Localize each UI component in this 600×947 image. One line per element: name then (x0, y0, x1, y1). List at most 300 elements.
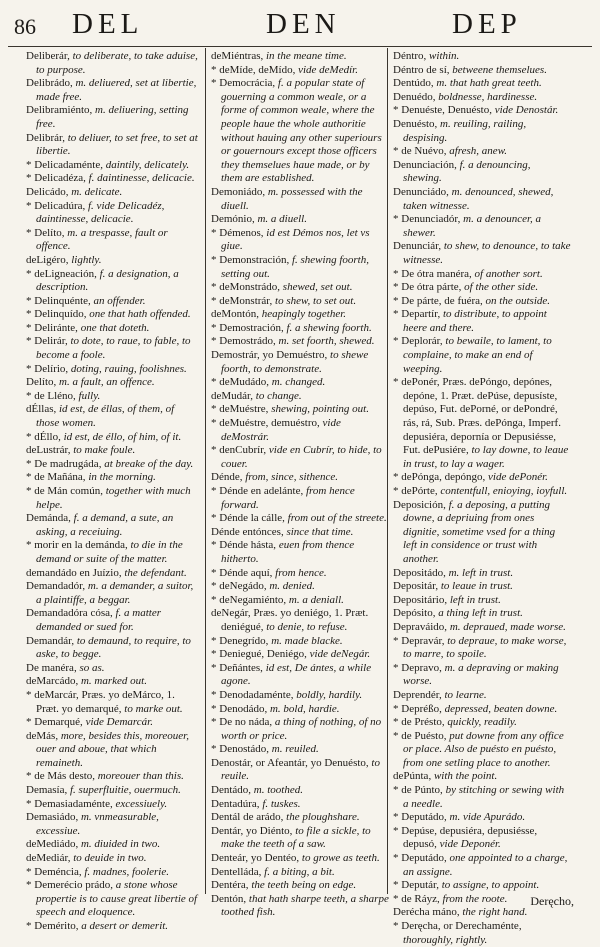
entry-definition: boldnesse, hardinesse. (438, 90, 538, 103)
dictionary-entry (211, 50, 389, 64)
entry-definition: m. a trespasse, fault or offence. (36, 226, 168, 253)
dictionary-entry (211, 77, 389, 186)
entry-definition: from the roote. (442, 892, 508, 905)
entry-headword: Denuédo, (393, 90, 436, 103)
dictionary-entry (211, 662, 389, 689)
entry-headword: * dePórte, (393, 485, 438, 497)
dictionary-entry (393, 50, 571, 64)
entry-headword: * Dénde la cálle, (211, 512, 285, 525)
dictionary-entry (26, 770, 200, 784)
entry-definition: together with much helpe. (36, 485, 191, 511)
dictionary-entry (393, 104, 571, 118)
dictionary-entry (211, 703, 389, 717)
dictionary-entry (393, 308, 571, 335)
dictionary-entry (26, 716, 200, 730)
entry-headword: * de Más desto, (26, 770, 96, 783)
dictionary-entry (393, 118, 571, 145)
entry-headword: * Denunciadór, (393, 213, 461, 226)
entry-headword: * Deputár, (393, 879, 439, 892)
entry-headword: deMediár, (26, 852, 71, 865)
dictionary-entry (393, 485, 571, 499)
entry-definition: m. vide Apurádo. (449, 811, 526, 824)
dictionary-entry (26, 567, 200, 581)
entry-definition: to assigne, to appoint. (441, 879, 540, 892)
dictionary-entry (26, 376, 200, 390)
entry-headword: Delibramiénto, (26, 104, 93, 117)
entry-headword: * denCubrír, (211, 444, 267, 457)
entry-headword: * de Présto, (393, 716, 445, 729)
entry-definition: the defendant. (124, 566, 187, 579)
entry-headword: Demoniádo, (211, 185, 266, 198)
dictionary-entry (26, 335, 200, 362)
dictionary-entry (26, 920, 200, 934)
entry-definition: m. a denouncer, a shewer. (403, 213, 542, 239)
guide-word-left: DEL (72, 8, 144, 40)
entry-headword: Deprendér, (393, 688, 442, 701)
dictionary-entry (26, 471, 200, 485)
dictionary-entry (393, 580, 571, 594)
entry-headword: Dentelláda, (211, 865, 262, 878)
dictionary-entry (26, 254, 200, 268)
entry-headword: Depositádo, (393, 566, 446, 579)
entry-definition: to depraue, to make worse, to marre, to spoile. (403, 634, 567, 661)
entry-headword: Déntro, (393, 50, 427, 62)
entry-definition: since that time. (286, 525, 354, 538)
entry-headword: Demónio, (211, 213, 255, 226)
dictionary-entry (211, 471, 389, 485)
dictionary-entry (211, 784, 389, 798)
entry-definition: one appointed to a charge, an assigne. (403, 852, 568, 878)
entry-definition: m. delicate. (71, 185, 123, 198)
dictionary-entry (393, 281, 571, 295)
dictionary-entry (26, 431, 200, 445)
entry-definition: to shew, to denounce, to take witnesse. (403, 240, 571, 266)
dictionary-entry (211, 866, 389, 880)
entry-headword: * Democrácia, (211, 77, 276, 90)
entry-definition: m. made blacke. (271, 634, 343, 647)
entry-headword: * Deputádo, (393, 811, 447, 824)
dictionary-entry (26, 186, 200, 200)
entry-headword: * De madrugáda, (26, 457, 102, 470)
entry-definition: that hath sharpe teeth, a sharpe toothed fish. (221, 892, 389, 919)
entry-headword: * Delinquído, (26, 308, 87, 321)
entry-headword: Deliberár, (26, 50, 70, 62)
dictionary-entry (211, 594, 389, 608)
running-header (8, 6, 592, 47)
entry-headword: deLigéro, (26, 253, 69, 266)
dictionary-entry (26, 730, 200, 771)
entry-definition: to shewe foorth, to demonstrate. (221, 349, 369, 375)
dictionary-entry (211, 335, 389, 349)
entry-definition: more, besides this, moreouer, ouer and aboue, that which remaineth. (36, 729, 189, 769)
entry-definition: to shew, to set out. (275, 294, 357, 307)
entry-definition: f. a popular state of gouerning a common weale, or a forme of common weale, where the people haue the whole authoritie without hauing any other superiours or gouernours except those officers they themselues haue made, or by them are established. (221, 77, 382, 185)
entry-headword: * Denodádo, (211, 702, 268, 715)
entry-definition: m. vnmeasurable, excessiue. (36, 811, 159, 837)
dictionary-entry (211, 349, 389, 376)
entry-headword: * De ótra párte, (393, 281, 462, 294)
entry-definition: vide Denostár. (494, 104, 559, 117)
entry-headword: * Denodadaménte, (211, 688, 294, 701)
entry-definition: vide en Cubrír, to hide, to couer. (221, 444, 382, 470)
entry-definition: excessiuely. (115, 797, 168, 810)
entry-headword: Depositár, (393, 580, 439, 593)
dictionary-entry (26, 200, 200, 227)
dictionary-entry (393, 499, 571, 567)
entry-headword: Dentál de arádo, (211, 811, 284, 824)
dictionary-entry (393, 91, 571, 105)
entry-definition: heapingly together. (261, 308, 347, 321)
dictionary-entry (26, 50, 200, 77)
entry-headword: Demandadór, (26, 580, 86, 593)
dictionary-entry (211, 648, 389, 662)
entry-definition: vide deMostrár. (221, 417, 341, 443)
entry-headword: * Denegrído, (211, 634, 269, 647)
entry-definition: to die in the demand or suite of the matter. (36, 539, 183, 565)
dictionary-entry (211, 825, 389, 852)
entry-definition: m. changed. (271, 376, 326, 389)
entry-headword: Demasía, (26, 784, 68, 797)
entry-headword: De manéra, (26, 661, 77, 674)
dictionary-entry (211, 607, 389, 634)
dictionary-entry (26, 798, 200, 812)
entry-headword: Dénde entónces, (211, 525, 284, 538)
entry-headword: Demandadóra cósa, (26, 607, 113, 620)
entry-headword: * Delicadéza, (26, 172, 86, 185)
dictionary-entry (26, 458, 200, 472)
entry-headword: * Denostádo, (211, 743, 270, 756)
dictionary-entry (26, 866, 200, 880)
entry-headword: deMarcádo, (26, 675, 79, 688)
dictionary-entry (211, 689, 389, 703)
entry-headword: * Dénde aquí, (211, 566, 273, 579)
dictionary-entry (211, 879, 389, 893)
dictionary-entry (211, 811, 389, 825)
entry-headword: Dentéra, (211, 879, 249, 892)
dictionary-entry (26, 852, 200, 866)
entry-headword: * Delicadaménte, (26, 158, 103, 171)
entry-headword: Dentúdo, (393, 77, 434, 90)
dictionary-entry (393, 64, 571, 78)
entry-headword: * deMarcár, Præs. yo deMárco, 1. Præt. yo demarqué, (26, 688, 175, 715)
entry-headword: Dentón, (211, 892, 247, 905)
dictionary-entry (393, 567, 571, 581)
entry-headword: Denunciación, (393, 158, 457, 171)
dictionary-entry (393, 635, 571, 662)
entry-headword: Demánda, (26, 512, 71, 525)
entry-definition: m. reuiling, railing, despising. (403, 117, 527, 144)
entry-headword: * Delíto, (26, 226, 65, 239)
entry-definition: f. vide Delicadéz, daintinesse, delicacie. (36, 199, 165, 226)
dictionary-entry (26, 268, 200, 295)
dictionary-entry (393, 145, 571, 159)
entry-definition: m. possessed with the diuell. (221, 185, 363, 212)
entry-definition: to denie, to refuse. (266, 620, 348, 633)
entry-headword: * morir en la demánda, (26, 539, 128, 552)
dictionary-entry (393, 376, 571, 471)
entry-headword: * deMudádo, (211, 376, 270, 389)
entry-headword: * Demostración, (211, 321, 284, 334)
entry-definition: quickly, readily. (447, 716, 517, 729)
entry-headword: * de Lléno, (26, 389, 76, 402)
dictionary-entry (393, 879, 571, 893)
dictionary-entry (393, 159, 571, 186)
entry-definition: depressed, beaten downe. (444, 702, 558, 715)
entry-headword: * Demarqué, (26, 716, 83, 729)
entry-headword: * Depravár, (393, 634, 445, 647)
dictionary-entry (26, 635, 200, 662)
dictionary-entry (211, 798, 389, 812)
entry-headword: * dÉllo, (26, 430, 61, 443)
entry-definition: f. a demand, a sute, an asking, a receiuing. (36, 512, 174, 538)
entry-headword: * Dénde en adelánte, (211, 485, 304, 497)
entry-headword: * Delinquénte, (26, 294, 91, 307)
dictionary-entry (393, 852, 571, 879)
entry-definition: to marke out. (124, 702, 183, 715)
entry-definition: at breake of the day. (104, 457, 194, 470)
dictionary-entry (26, 784, 200, 798)
dictionary-entry (393, 730, 571, 771)
dictionary-entry (211, 852, 389, 866)
entry-definition: from out of the streete. (287, 512, 387, 525)
entry-headword: * Deliránte, (26, 321, 78, 334)
entry-definition: the ploughshare. (286, 811, 360, 824)
entry-definition: f. a deposing, a putting downe, a depriuing from ones dignitie, sometime vsed for a thing left in considence or trust with another. (403, 498, 556, 565)
entries-column-center (211, 50, 389, 919)
entry-definition: within. (429, 50, 460, 62)
entry-definition: m. depraued, made worse. (449, 620, 566, 633)
dictionary-entry (26, 295, 200, 309)
dictionary-entry (211, 254, 389, 281)
entry-definition: m. a depraving or making worse. (403, 661, 559, 688)
dictionary-entry (26, 159, 200, 173)
entry-definition: to bewaile, to lament, to complaine, to make an end of weeping. (403, 335, 552, 375)
entry-definition: id est Démos nos, let vs giue. (221, 226, 370, 253)
dictionary-entry (211, 539, 389, 566)
entry-definition: f. superfluitie, ouermuch. (69, 784, 181, 797)
entry-headword: * de Puésto, (393, 729, 447, 742)
entry-headword: * deMonstrádo, (211, 281, 281, 294)
entry-definition: doting, rauing, foolishnes. (70, 362, 187, 375)
entry-definition: to deliberate, to take aduise, to purpose. (36, 50, 198, 76)
entry-headword: deMudár, (211, 389, 254, 402)
entry-headword: Depósito, (393, 607, 436, 620)
dictionary-entry (211, 390, 389, 404)
entry-definition: to file a sickle, to make the teeth of a saw. (221, 824, 371, 851)
entry-definition: one that hath offended. (89, 308, 191, 321)
entry-definition: one that doteth. (80, 321, 150, 334)
entry-definition: m. that hath great teeth. (436, 77, 542, 90)
entry-definition: vide deNegár. (309, 648, 371, 661)
entry-definition: shewed, set out. (282, 281, 353, 294)
entry-definition: a stone whose propertie is to cause great libertie of speech and eloquence. (36, 879, 198, 919)
dictionary-entry (26, 689, 200, 716)
entry-headword: Delibrádo, (26, 77, 73, 90)
entry-definition: so as. (79, 661, 105, 674)
dictionary-entry (26, 104, 200, 131)
entry-definition: f. tuskes. (262, 797, 301, 810)
dictionary-entry (211, 186, 389, 213)
entry-headword: * Demérito, (26, 920, 79, 932)
entry-headword: Demasiádo, (26, 811, 79, 824)
entry-definition: shewing, pointing out. (271, 403, 369, 416)
entry-headword: * Depravo, (393, 661, 442, 674)
entry-headword: Dentadúra, (211, 797, 260, 810)
entry-definition: thoroughly, rightly. (403, 933, 488, 946)
entry-headword: * Demonstración, (211, 253, 290, 266)
entry-headword: Depositário, (393, 593, 448, 606)
dictionary-entry (26, 322, 200, 336)
dictionary-entry (393, 213, 571, 240)
entry-definition: id est, de éllo, of him, of it. (63, 430, 182, 443)
dictionary-entry (393, 662, 571, 689)
entry-headword: dÉllas, (26, 403, 57, 416)
entry-headword: Delíto, (26, 376, 57, 389)
entry-headword: * Deplorár, (393, 335, 443, 348)
dictionary-entry (211, 64, 389, 78)
dictionary-entry (26, 172, 200, 186)
dictionary-entry (26, 879, 200, 920)
dictionary-entry (393, 186, 571, 213)
entry-headword: * deLigneación, (26, 267, 97, 280)
entry-definition: from, since, sithence. (245, 471, 338, 484)
guide-word-right: DEP (452, 8, 522, 40)
dictionary-entry (393, 811, 571, 825)
entry-headword: Dentár, yo Diénto, (211, 824, 293, 837)
entry-headword: * Deręcha, or Derechaménte, (393, 920, 522, 932)
dictionary-entry (393, 335, 571, 376)
entry-definition: a thing of nothing, of no worth or price. (221, 716, 382, 742)
entry-headword: * Deniegué, Deniégo, (211, 648, 307, 661)
entry-definition: f. madnes, foolerie. (84, 865, 169, 878)
dictionary-entry (26, 308, 200, 322)
dictionary-entry (211, 893, 389, 920)
dictionary-entry (211, 213, 389, 227)
dictionary-entry (393, 268, 571, 282)
entry-headword: * Demostrádo, (211, 335, 276, 348)
entry-headword: Déntro de sí, (393, 63, 450, 76)
entry-headword: * deMonstrár, (211, 294, 273, 307)
dictionary-entry (211, 526, 389, 540)
entry-headword: dePúnta, (393, 770, 432, 783)
entry-headword: * dePónga, depóngo, (393, 471, 486, 484)
entry-headword: * Departír, (393, 308, 441, 321)
dictionary-entry (211, 635, 389, 649)
entry-definition: m. diuided in two. (80, 838, 161, 851)
dictionary-entry (393, 621, 571, 635)
entry-definition: vide Demarcár. (85, 716, 153, 729)
dictionary-entry (26, 77, 200, 104)
entry-headword: * de Mañána, (26, 471, 86, 484)
entry-definition: to make foule. (73, 444, 136, 457)
dictionary-entry (211, 485, 389, 512)
entry-headword: * De párte, de fuéra, (393, 294, 483, 307)
entry-definition: m. a fault, an offence. (59, 376, 155, 389)
dictionary-entry (393, 784, 571, 811)
entry-headword: * de Mán común, (26, 485, 103, 497)
dictionary-entry (211, 281, 389, 295)
dictionary-entry (26, 838, 200, 852)
entry-definition: to change. (255, 389, 302, 402)
entry-definition: moreouer than this. (97, 770, 184, 783)
entry-headword: * Depréßo, (393, 702, 442, 715)
entry-headword: * Demerécio prádo, (26, 879, 114, 892)
entry-headword: Demandár, (26, 634, 75, 647)
entry-headword: deLustrár, (26, 444, 71, 457)
entry-headword: Delicádo, (26, 185, 69, 198)
dictionary-entry (26, 444, 200, 458)
entry-headword: * deMuéstre, demuéstro, (211, 417, 320, 430)
entry-definition: m. toothed. (253, 784, 303, 797)
dictionary-entry (393, 920, 571, 947)
dictionary-entry (26, 811, 200, 838)
entry-definition: to reuile. (221, 756, 380, 783)
entry-definition: m. a deniall. (288, 593, 344, 606)
entry-headword: deMediádo, (26, 838, 79, 851)
dictionary-entry (393, 594, 571, 608)
entry-definition: m. denounced, shewed, taken witnesse. (403, 185, 554, 212)
dictionary-entry (211, 227, 389, 254)
entry-definition: m. deliuering, setting free. (36, 104, 189, 130)
entry-headword: * Denuéste, Denuésto, (393, 104, 492, 117)
dictionary-entry (211, 376, 389, 390)
entry-headword: * deNegamiénto, (211, 593, 287, 606)
entry-definition: to demaund, to require, to aske, to begge. (36, 634, 191, 661)
entry-definition: an offender. (93, 294, 146, 307)
entry-definition: to deliuer, to set free, to set at libertie. (36, 131, 198, 158)
dictionary-entry (211, 757, 389, 784)
entry-definition: m. reuiled. (271, 743, 319, 756)
entry-definition: contentfull, enioying, ioyfull. (440, 485, 568, 497)
dictionary-entry (393, 825, 571, 852)
dictionary-entry (393, 716, 571, 730)
entry-headword: * Démenos, (211, 226, 264, 239)
dictionary-entry (211, 567, 389, 581)
entry-definition: m. a diuell. (257, 213, 307, 226)
dictionary-entry (26, 403, 200, 430)
entry-definition: of the other side. (464, 281, 539, 294)
entry-definition: to growe as teeth. (301, 852, 380, 865)
column-divider (205, 48, 206, 894)
entry-headword: Demostrár, yo Demuéstro, (211, 349, 328, 362)
entry-definition: by stitching or sewing with a needle. (403, 784, 565, 810)
dictionary-entry (26, 675, 200, 689)
entry-definition: a desert or demerit. (81, 920, 169, 932)
dictionary-entry (393, 295, 571, 309)
entry-headword: * deNegádo, (211, 580, 267, 593)
entry-definition: in the morning. (88, 471, 156, 484)
entry-headword: * De no náda, (211, 716, 273, 729)
entry-definition: fully. (78, 389, 101, 402)
dictionary-entry (26, 363, 200, 377)
entry-definition: m. marked out. (80, 675, 147, 688)
entry-headword: Denostár, or Afeantár, yo Denuésto, (211, 756, 369, 769)
entry-definition: boldly, hardily. (296, 688, 363, 701)
entry-headword: * dePonér, Præs. dePóngo, depónes, depóne, 1. Præt. dePúse, depusíste, depúso, Fut. dePorné, or dePondré, rás, rá, Sub. Præs. dePónga, Imperf. depusiéra, depornía or Depusiésse, Fut. dePusiére, (393, 376, 561, 457)
entry-definition: vide dePonér. (488, 471, 548, 484)
entry-definition: id est, de éllas, of them, of those women. (36, 403, 175, 430)
entry-definition: m. bold, hardie. (269, 702, 340, 715)
entry-definition: m. set foorth, shewed. (278, 335, 375, 348)
guide-word-center: DEN (266, 8, 341, 40)
entries-column-left (26, 50, 200, 932)
entry-definition: m. left in trust. (448, 566, 514, 579)
entry-headword: deMás, (26, 729, 59, 742)
entry-definition: lightly. (71, 253, 102, 266)
entry-headword: * Delirár, (26, 335, 68, 348)
entry-definition: id est, De ántes, a while agone. (221, 661, 372, 688)
dictionary-entry (26, 607, 200, 634)
